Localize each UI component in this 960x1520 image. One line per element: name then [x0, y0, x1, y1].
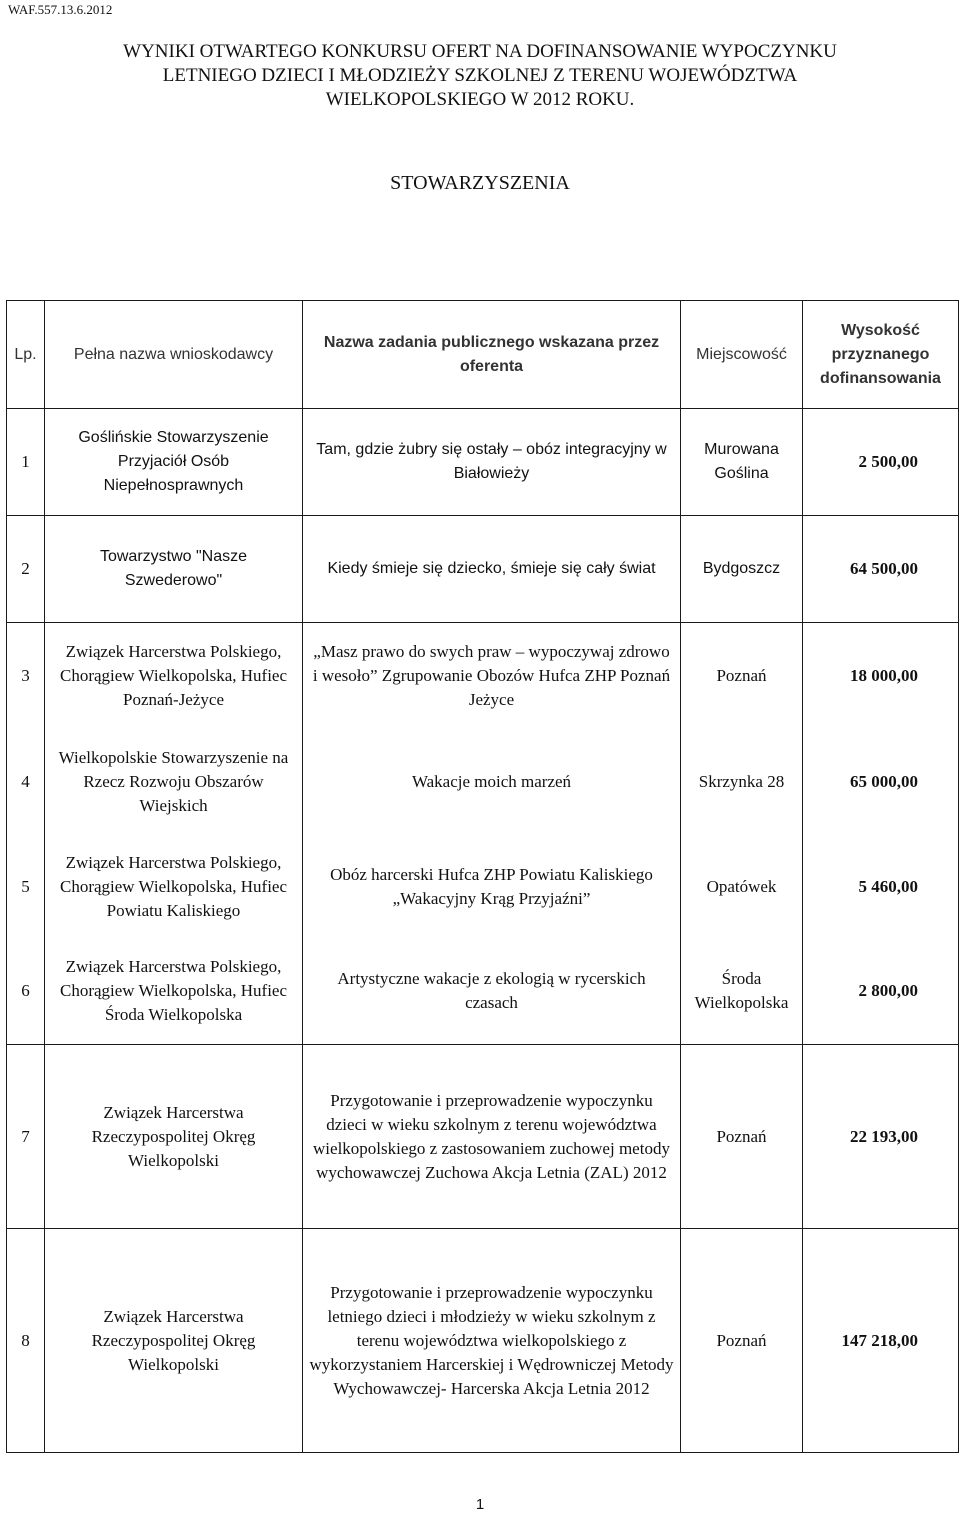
header-lp: Lp. [7, 301, 45, 409]
cell-amount: 22 193,00 [803, 1045, 959, 1229]
cell-lp: 2 [7, 516, 45, 623]
cell-applicant: Związek Harcerstwa Rzeczypospolitej Okręg Wielkopolski [45, 1045, 303, 1229]
table-row [7, 409, 959, 516]
cell-lp: 8 [7, 1229, 45, 1453]
cell-applicant: Towarzystwo "Nasze Szwederowo" [45, 516, 303, 623]
table-row [7, 730, 959, 835]
results-table [6, 300, 959, 1453]
cell-task: Obóz harcerski Hufca ZHP Powiatu Kaliskiego „Wakacyjny Krąg Przyjaźni” [303, 835, 681, 939]
cell-location: Poznań [681, 623, 803, 730]
section-title: STOWARZYSZENIA [390, 172, 570, 194]
table-row [7, 835, 959, 939]
cell-task: Przygotowanie i przeprowadzenie wypoczynku letniego dzieci i młodzieży w wieku szkolnym z terenu województwa wielkopolskiego z wykorzystaniem Harcerskiej i Wędrowniczej Metody Wychowawczej- Harcerska Akcja Letnia 2012 [303, 1229, 681, 1453]
header-amount: Wysokość przyznanego dofinansowania [803, 301, 959, 409]
cell-amount: 147 218,00 [803, 1229, 959, 1453]
table-row [7, 516, 959, 623]
cell-task: Artystyczne wakacje z ekologią w rycerskich czasach [303, 939, 681, 1045]
cell-applicant: Wielkopolskie Stowarzyszenie na Rzecz Rozwoju Obszarów Wiejskich [45, 730, 303, 835]
cell-amount: 64 500,00 [803, 516, 959, 623]
document-title [0, 40, 960, 112]
cell-location: Poznań [681, 1045, 803, 1229]
cell-amount: 5 460,00 [803, 835, 959, 939]
header-applicant: Pełna nazwa wnioskodawcy [45, 301, 303, 409]
header-task: Nazwa zadania publicznego wskazana przez oferenta [303, 301, 681, 409]
title-line-1: WYNIKI OTWARTEGO KONKURSU OFERT NA DOFINANSOWANIE WYPOCZYNKU [123, 41, 837, 62]
cell-location: Murowana Goślina [681, 409, 803, 516]
title-line-2: LETNIEGO DZIECI I MŁODZIEŻY SZKOLNEJ Z TERENU WOJEWÓDZTWA [162, 65, 798, 86]
cell-lp: 7 [7, 1045, 45, 1229]
page-number: 1 [475, 1496, 485, 1513]
cell-task: Wakacje moich marzeń [303, 730, 681, 835]
table-row [7, 623, 959, 730]
table-row [7, 1045, 959, 1229]
cell-lp: 4 [7, 730, 45, 835]
cell-location: Poznań [681, 1229, 803, 1453]
cell-task: Kiedy śmieje się dziecko, śmieje się cały świat [303, 516, 681, 623]
table-header-row [7, 301, 959, 409]
cell-amount: 2 800,00 [803, 939, 959, 1045]
header-location: Miejscowość [681, 301, 803, 409]
cell-task: „Masz prawo do swych praw – wypoczywaj zdrowo i wesoło” Zgrupowanie Obozów Hufca ZHP Poznań Jeżyce [303, 623, 681, 730]
cell-lp: 1 [7, 409, 45, 516]
cell-location: Opatówek [681, 835, 803, 939]
cell-amount: 18 000,00 [803, 623, 959, 730]
cell-applicant: Goślińskie Stowarzyszenie Przyjaciół Osób Niepełnosprawnych [45, 409, 303, 516]
cell-location: Skrzynka 28 [681, 730, 803, 835]
cell-lp: 5 [7, 835, 45, 939]
cell-applicant: Związek Harcerstwa Polskiego, Chorągiew Wielkopolska, Hufiec Powiatu Kaliskiego [45, 835, 303, 939]
document-id: WAF.557.13.6.2012 [8, 2, 113, 17]
title-line-3: WIELKOPOLSKIEGO W 2012 ROKU. [325, 89, 635, 110]
cell-lp: 6 [7, 939, 45, 1045]
cell-applicant: Związek Harcerstwa Polskiego, Chorągiew Wielkopolska, Hufiec Środa Wielkopolska [45, 939, 303, 1045]
cell-amount: 2 500,00 [803, 409, 959, 516]
cell-amount: 65 000,00 [803, 730, 959, 835]
cell-task: Tam, gdzie żubry się ostały – obóz integracyjny w Białowieży [303, 409, 681, 516]
cell-applicant: Związek Harcerstwa Polskiego, Chorągiew Wielkopolska, Hufiec Poznań-Jeżyce [45, 623, 303, 730]
cell-lp: 3 [7, 623, 45, 730]
table-row [7, 939, 959, 1045]
cell-task: Przygotowanie i przeprowadzenie wypoczynku dzieci w wieku szkolnym z terenu województwa wielkopolskiego z zastosowaniem zuchowej metody wychowawczej Zuchowa Akcja Letnia (ZAL) 2012 [303, 1045, 681, 1229]
cell-location: Środa Wielkopolska [681, 939, 803, 1045]
cell-applicant: Związek Harcerstwa Rzeczypospolitej Okręg Wielkopolski [45, 1229, 303, 1453]
cell-location: Bydgoszcz [681, 516, 803, 623]
table-row [7, 1229, 959, 1453]
